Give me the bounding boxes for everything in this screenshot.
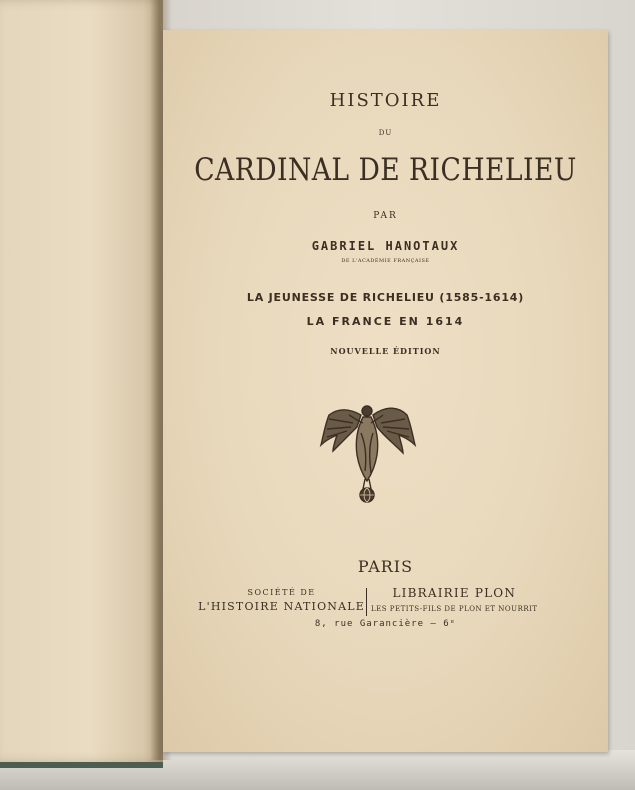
title-page: [163, 30, 608, 752]
publisher-right: [371, 586, 538, 613]
subtitle-2: LA FRANCE EN 1614: [306, 315, 465, 328]
title-line-histoire: HISTOIRE: [329, 90, 442, 111]
subtitle-1: LA JEUNESSE DE RICHELIEU (1585-1614): [246, 291, 525, 304]
publisher-left: [198, 586, 365, 613]
main-title: CARDINAL DE RICHELIEU: [194, 152, 577, 188]
publisher-left-line-2: L'HISTOIRE NATIONALE: [198, 600, 365, 613]
author-affiliation: DE L'ACADÉMIE FRANÇAISE: [341, 258, 430, 264]
author-name: GABRIEL HANOTAUX: [311, 239, 460, 253]
imprint-city: PARIS: [357, 557, 414, 576]
publisher-left-line-1: SOCIÉTÉ DE: [247, 588, 316, 597]
publisher-address: 8, rue Garancière — 6ᵉ: [314, 619, 457, 629]
publisher-divider: [366, 588, 367, 616]
left-page: [0, 0, 163, 768]
title-line-du: DU: [378, 129, 393, 137]
by-line: PAR: [373, 211, 398, 221]
publisher-right-line-2: LES PETITS-FILS DE PLON ET NOURRIT: [371, 605, 538, 613]
edition-note: NOUVELLE ÉDITION: [330, 346, 441, 356]
publisher-right-line-1: LIBRAIRIE PLON: [392, 586, 517, 600]
angel-on-globe-icon: [317, 385, 417, 505]
